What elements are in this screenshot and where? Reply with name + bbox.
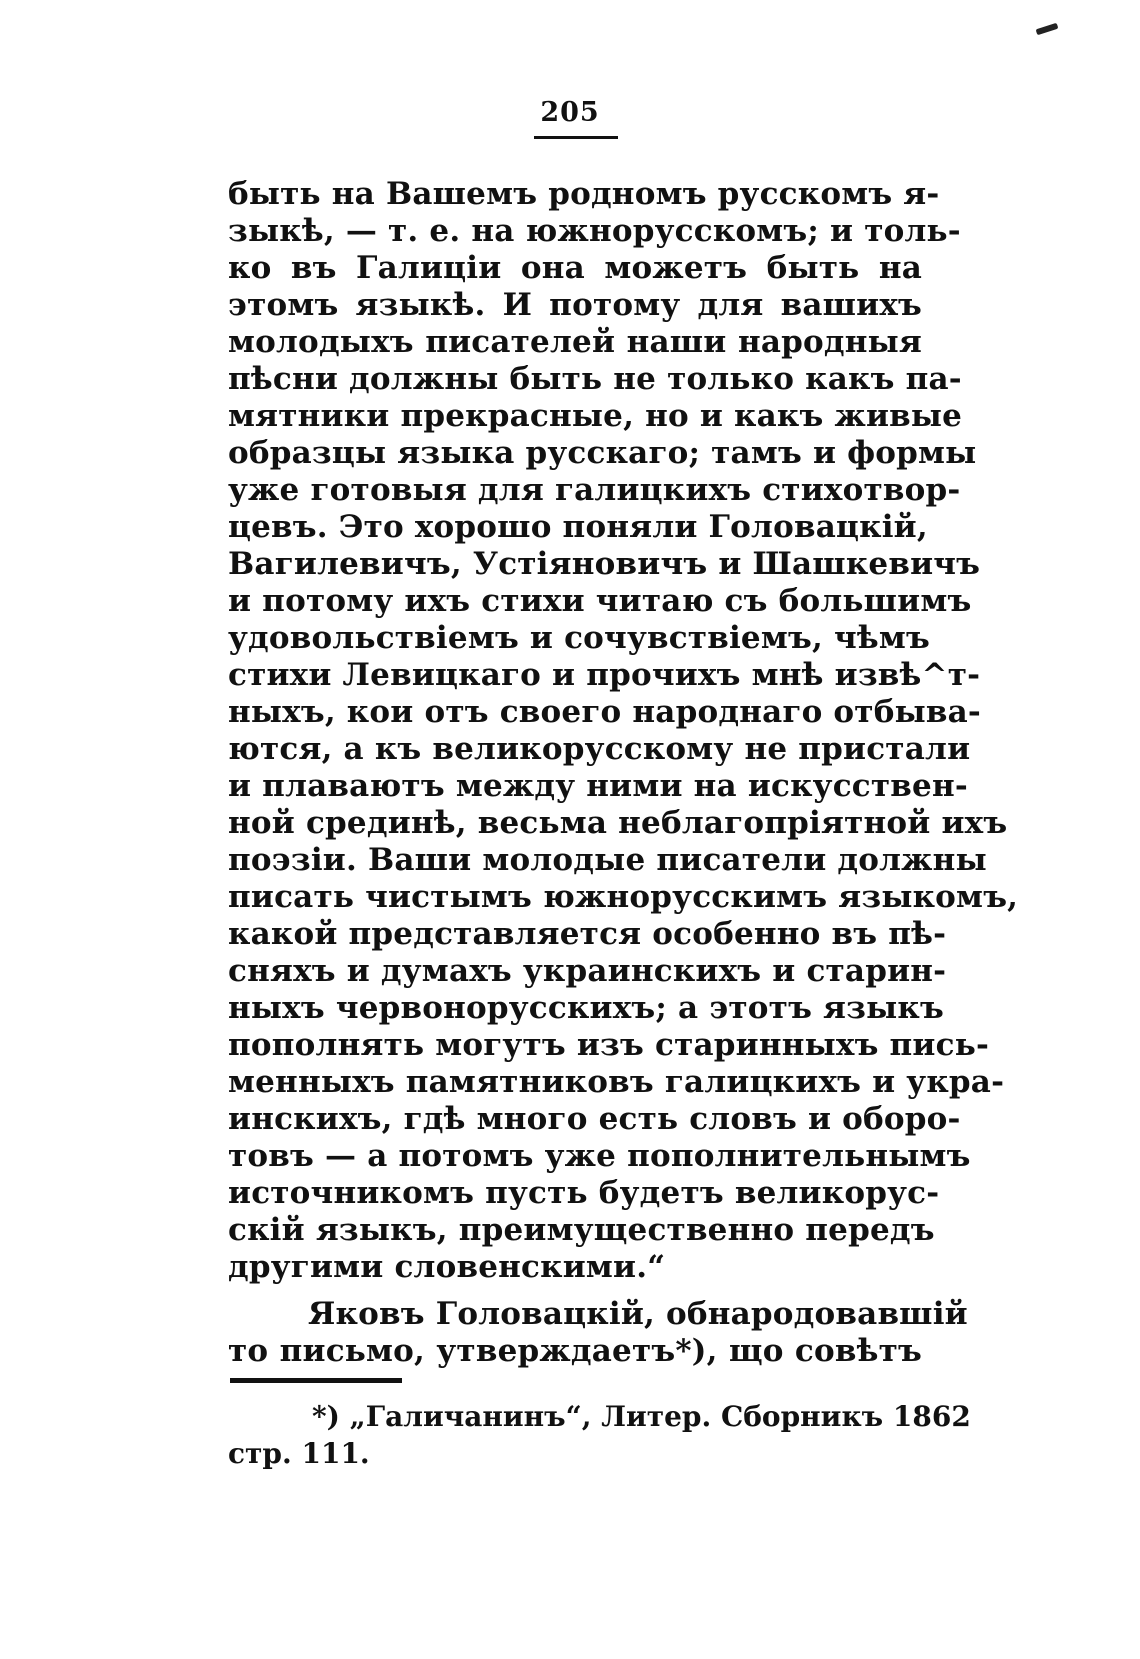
text-line: пополнять могутъ изъ старинныхъ пись- xyxy=(228,1027,990,1063)
text-line: этомъ языкѣ. И потому для вашихъ xyxy=(228,287,922,323)
text-line: Яковъ Головацкій, обнародовавшій xyxy=(308,1296,968,1332)
text-line: молодыхъ писателей наши народныя xyxy=(228,324,922,360)
page-number-rule xyxy=(534,136,618,139)
ink-speck xyxy=(1036,23,1059,36)
text-line: ныхъ червонорусскихъ; а этотъ языкъ xyxy=(228,990,944,1026)
text-line: быть на Вашемъ родномъ русскомъ я- xyxy=(228,176,940,212)
text-line: и плаваютъ между ними на искусствен- xyxy=(228,768,968,804)
text-line: источникомъ пусть будетъ великорус- xyxy=(228,1175,940,1211)
text-line: ной срединѣ, весьма неблагопріятной ихъ xyxy=(228,805,1008,841)
paragraph-gap xyxy=(228,1286,922,1296)
text-line: скій языкъ, преимущественно передъ xyxy=(228,1212,935,1248)
text-line: Вагилевичъ, Устіяновичъ и Шашкевичъ xyxy=(228,546,981,582)
text-line: поэзіи. Ваши молодые писатели должны xyxy=(228,842,987,878)
text-line: стихи Левицкаго и прочихъ мнѣ извѣ^т- xyxy=(228,657,981,693)
footnote-line: *) „Галичанинъ“, Литер. Сборникъ 1862 xyxy=(312,1400,971,1433)
text-line: какой представляется особенно въ пѣ- xyxy=(228,916,947,952)
text-line: и потому ихъ стихи читаю съ большимъ xyxy=(228,583,972,619)
text-line: инскихъ, гдѣ много есть словъ и оборо- xyxy=(228,1101,961,1137)
text-line: удовольствіемъ и сочувствіемъ, чѣмъ xyxy=(228,620,930,656)
footnote-rule xyxy=(230,1378,402,1383)
text-line: ко въ Галиціи она можетъ быть на xyxy=(228,250,922,286)
text-line: сняхъ и думахъ украинскихъ и старин- xyxy=(228,953,947,989)
main-text xyxy=(228,176,1019,1370)
text-line: пѣсни должны быть не только какъ па- xyxy=(228,361,962,397)
text-line: мятники прекрасные, но и какъ живые xyxy=(228,398,963,434)
text-line: товъ — а потомъ уже пополнительнымъ xyxy=(228,1138,971,1174)
footnote-line: стр. 111. xyxy=(228,1437,370,1470)
footnote xyxy=(228,1398,971,1472)
text-line: образцы языка русскаго; тамъ и формы xyxy=(228,435,977,471)
text-line: уже готовыя для галицкихъ стихотвор- xyxy=(228,472,961,508)
text-line: писать чистымъ южнорусскимъ языкомъ, xyxy=(228,879,1019,915)
text-line: менныхъ памятниковъ галицкихъ и укра- xyxy=(228,1064,1005,1100)
text-line: зыкѣ, — т. е. на южнорусскомъ; и толь- xyxy=(228,213,961,249)
page-number: 205 xyxy=(540,97,600,128)
text-line: цевъ. Это хорошо поняли Головацкій, xyxy=(228,509,928,545)
text-line: другими словенскими.“ xyxy=(228,1249,666,1285)
text-line: то письмо, утверждаетъ*), що совѣтъ xyxy=(228,1333,922,1369)
text-line: ныхъ, кои отъ своего народнаго отбыва- xyxy=(228,694,981,730)
text-line: ются, а къ великорусскому не пристали xyxy=(228,731,971,767)
